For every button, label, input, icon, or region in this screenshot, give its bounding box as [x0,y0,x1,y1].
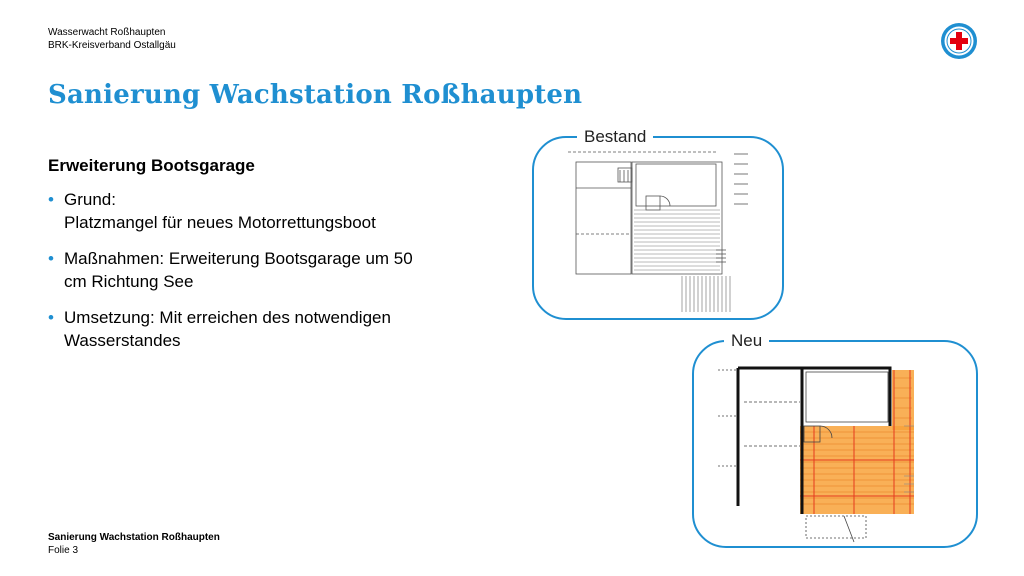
organization-info [48,26,176,52]
bullet-list [48,188,488,352]
floor-plan-bestand [566,150,756,315]
red-cross-logo-icon [940,22,978,60]
bullet-item [48,188,488,234]
bullet-icon: • [48,190,54,209]
bullet-text: Maßnahmen: Erweiterung Bootsgarage um 50 [64,249,413,268]
bullet-text-continued: Wasserstandes [64,331,181,350]
bullet-text-continued: cm Richtung See [64,272,194,291]
slide-title: Sanierung Wachstation Roßhaupten [48,80,583,110]
subheading: Erweiterung Bootsgarage [48,156,255,175]
plan-label-bestand: Bestand [577,127,653,147]
bullet-item [48,306,488,352]
bullet-text-continued: Platzmangel für neues Motorrettungsboot [64,213,376,232]
org-district: BRK-Kreisverband Ostallgäu [48,40,176,51]
footer [48,531,220,557]
bullet-text: Umsetzung: Mit erreichen des notwendigen [64,308,391,327]
floor-plan-neu [714,356,936,544]
bullet-item [48,247,488,293]
plan-label-neu: Neu [724,331,769,351]
slide-number: Folie 3 [48,545,79,556]
bullet-icon: • [48,308,54,327]
slide-content [48,156,488,365]
bullet-text: Grund: [64,190,116,209]
bullet-icon: • [48,249,54,268]
footer-title: Sanierung Wachstation Roßhaupten [48,532,220,543]
org-name: Wasserwacht Roßhaupten [48,27,166,38]
